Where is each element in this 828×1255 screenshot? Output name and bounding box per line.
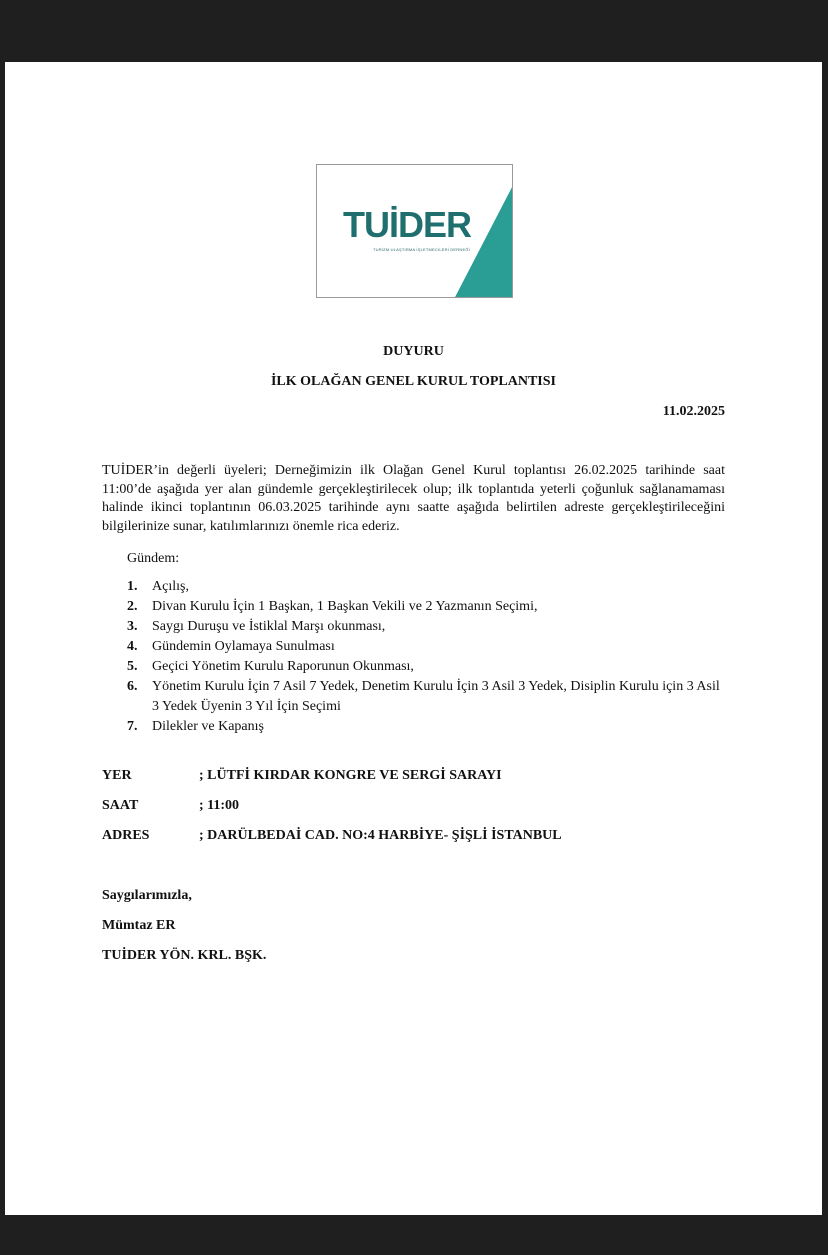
- agenda-item: 5. Geçici Yönetim Kurulu Raporunun Okunması,: [127, 659, 414, 674]
- place-label: YER: [102, 768, 132, 783]
- closing-text: Saygılarımızla,: [102, 888, 192, 903]
- agenda-item: 6. Yönetim Kurulu İçin 7 Asil 7 Yedek, Denetim Kurulu İçin 3 Asil 3 Yedek, Disiplin Kurulu için 3 Asil 3 Yedek Üyenin 3 Yıl İçin Seçimi: [127, 679, 720, 714]
- agenda-item: 7. Dilekler ve Kapanış: [127, 719, 264, 734]
- address-row: [102, 828, 562, 844]
- time-label: SAAT: [102, 798, 139, 813]
- agenda-item: 2. Divan Kurulu İçin 1 Başkan, 1 Başkan Vekili ve 2 Yazmanın Seçimi,: [127, 599, 538, 614]
- time-value: ; 11:00: [199, 798, 240, 813]
- logo-subtitle: TURİZM ULAŞTIRMA İŞLETMECİLERİ DERNEĞİ: [373, 247, 470, 252]
- document-title: DUYURU: [383, 344, 444, 359]
- announcement-paragraph: TUİDER’in değerli üyeleri; Derneğimizin ilk Olağan Genel Kurul toplantısı 26.02.2025 tarihinde saat 11:00’de aşağıda yer alan gündemle gerçekleştirilecek olup; ilk toplantıda yeterli çoğunluk sağlanamaması halinde ikinci toplantının 06.03.2025 tarihinde aynı saatte aşağıda belirtilen adreste gerçekleştirileceğini bilgilerinize sunar, katılımlarınızı önemle rica ederiz.: [102, 463, 725, 535]
- signer-name: Mümtaz ER: [102, 918, 176, 933]
- place-row: [102, 768, 502, 784]
- place-value: ; LÜTFİ KIRDAR KONGRE VE SERGİ SARAYI: [199, 768, 502, 783]
- logo-wordmark: TUİDER: [343, 204, 471, 245]
- agenda-list: [127, 577, 727, 737]
- agenda-label: Gündem:: [127, 551, 180, 566]
- document-date: 11.02.2025: [662, 404, 725, 419]
- time-row: [102, 798, 239, 814]
- document-page: [5, 62, 822, 1215]
- tuider-logo: [316, 164, 513, 298]
- address-label: ADRES: [102, 828, 150, 843]
- document-subtitle: İLK OLAĞAN GENEL KURUL TOPLANTISI: [270, 374, 556, 389]
- agenda-item: 3. Saygı Duruşu ve İstiklal Marşı okunması,: [127, 619, 386, 634]
- signer-role: TUİDER YÖN. KRL. BŞK.: [102, 948, 267, 963]
- agenda-item: 4. Gündemin Oylamaya Sunulması: [127, 639, 335, 654]
- agenda-item: 1. Açılış,: [127, 579, 189, 594]
- address-value: ; DARÜLBEDAİ CAD. NO:4 HARBİYE- ŞİŞLİ İSTANBUL: [199, 828, 562, 843]
